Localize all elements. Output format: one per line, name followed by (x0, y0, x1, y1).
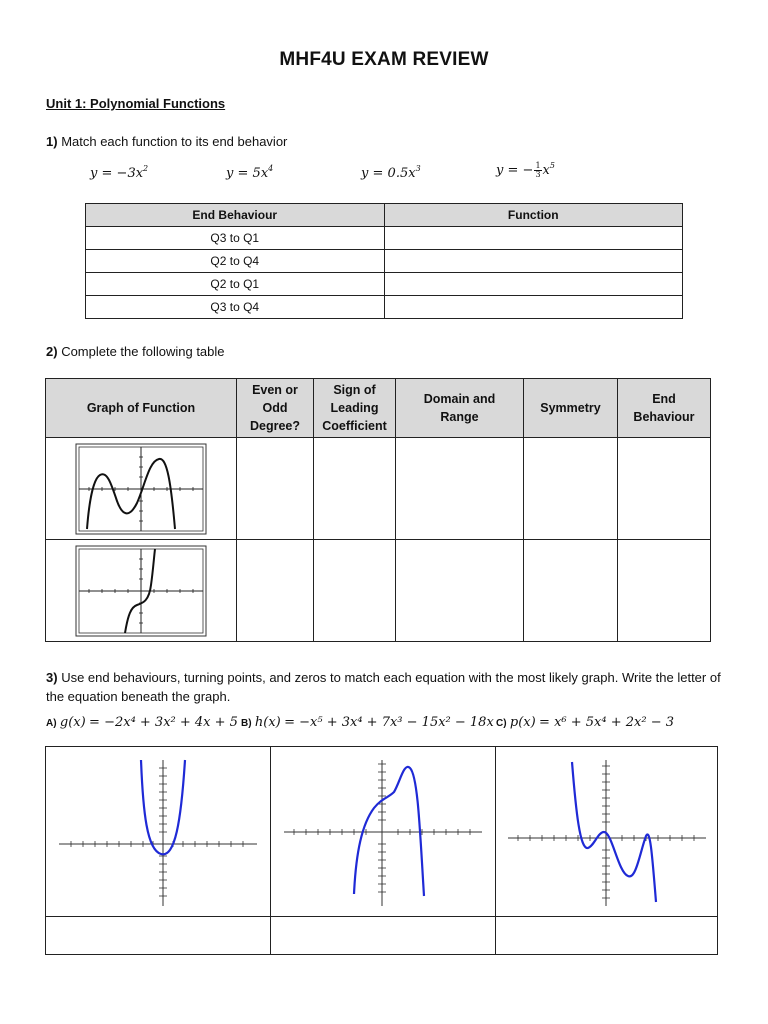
header-end-behaviour: End Behaviour (86, 204, 385, 227)
answer-cell[interactable] (314, 438, 396, 540)
header-function: Function (384, 204, 683, 227)
header-leading-coefficient: Sign of Leading Coefficient (314, 379, 396, 438)
question-1-number: 1) (46, 134, 58, 149)
question-3-number: 3) (46, 670, 58, 685)
answer-cell[interactable] (46, 917, 271, 955)
answer-cell[interactable] (524, 540, 618, 642)
header-symmetry: Symmetry (524, 379, 618, 438)
function-4: y = − $\frac{1}{3}$ $x^5$ (496, 161, 555, 179)
end-behaviour-cell: Q2 to Q1 (86, 273, 385, 296)
answer-cell[interactable] (237, 540, 314, 642)
function-2: $y = 5x^4$ (226, 164, 274, 181)
question-1-prompt: Match each function to its end behavior (61, 134, 288, 149)
answer-cell[interactable] (237, 438, 314, 540)
table-row (86, 227, 683, 250)
function-properties-table (45, 378, 711, 642)
equation-c: C) p(x) = x⁶ + 5x⁴ + 2x² − 3 (496, 715, 674, 730)
question-3-prompt: Use end behaviours, turning points, and zeros to match each equation with the most likely graph. Write the letter of the equation beneath the graph. (46, 670, 721, 704)
function-3: $y = 0.5x^3$ (361, 164, 421, 181)
question-1 (46, 134, 287, 149)
answer-cell[interactable] (496, 917, 718, 955)
function-answer-cell[interactable] (384, 273, 683, 296)
unit-heading: Unit 1: Polynomial Functions (46, 96, 226, 111)
table-row (46, 917, 718, 955)
equation-b: B) h(x) = −x⁵ + 3x⁴ + 7x³ − 15x² − 18x (241, 715, 494, 730)
answer-cell[interactable] (396, 438, 524, 540)
graph-cell-2 (271, 747, 496, 917)
function-answer-cell[interactable] (384, 296, 683, 319)
answer-cell[interactable] (271, 917, 496, 955)
answer-cell[interactable] (524, 438, 618, 540)
graph-matching-table (45, 746, 718, 955)
graph-2-quintic (278, 752, 488, 912)
header-graph: Graph of Function (46, 379, 237, 438)
function-answer-cell[interactable] (384, 227, 683, 250)
answer-cell[interactable] (396, 540, 524, 642)
table-row (86, 296, 683, 319)
graph-cell (46, 438, 237, 540)
header-degree: Even or Odd Degree? (237, 379, 314, 438)
fraction: $\frac{1}{3}$ (535, 161, 541, 179)
header-end-behaviour: End Behaviour (618, 379, 711, 438)
end-behaviour-cell: Q3 to Q4 (86, 296, 385, 319)
table-row (86, 273, 683, 296)
answer-cell[interactable] (618, 540, 711, 642)
graph-cell (46, 540, 237, 642)
quartic-graph (75, 443, 207, 535)
graph-3-polynomial (502, 752, 712, 912)
cubic-graph (75, 545, 207, 637)
graph-1-quartic (53, 752, 263, 912)
graph-cell-1 (46, 747, 271, 917)
question-2-prompt: Complete the following table (61, 344, 225, 359)
page-title: MHF4U EXAM REVIEW (279, 49, 489, 70)
end-behaviour-table (85, 203, 683, 319)
graph-cell-3 (496, 747, 718, 917)
table-row (46, 438, 711, 540)
end-behaviour-cell: Q2 to Q4 (86, 250, 385, 273)
question-2 (46, 344, 225, 359)
equation-a: A) g(x) = −2x⁴ + 3x² + 4x + 5 (46, 715, 238, 730)
header-domain-range: Domain and Range (396, 379, 524, 438)
table-row (46, 540, 711, 642)
question-3 (46, 668, 726, 706)
answer-cell[interactable] (618, 438, 711, 540)
table-row (86, 250, 683, 273)
question-2-number: 2) (46, 344, 58, 359)
function-answer-cell[interactable] (384, 250, 683, 273)
end-behaviour-cell: Q3 to Q1 (86, 227, 385, 250)
function-1: $y = -3x^2$ (90, 164, 149, 181)
answer-cell[interactable] (314, 540, 396, 642)
